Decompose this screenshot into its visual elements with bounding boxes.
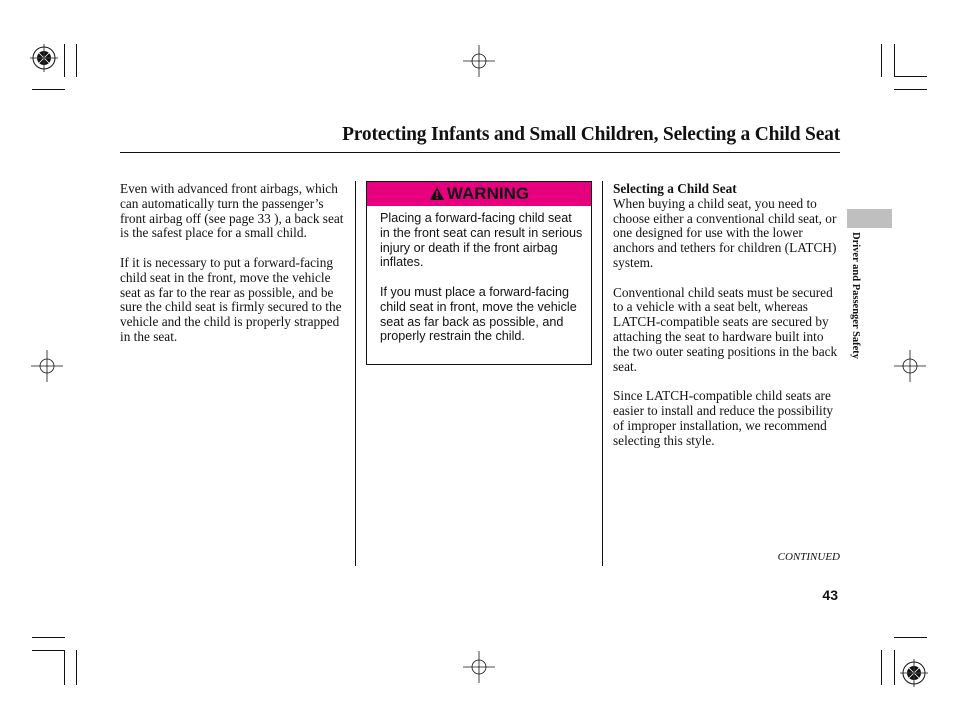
page-number: 43	[822, 587, 838, 603]
right-paragraph: Conventional child seats must be secured to a vehicle with a seat belt, whereas LATCH-compatible seats are secured by attaching the seat to hardware built into the two outer seating positions in the back seat.	[613, 284, 838, 374]
warning-header	[367, 182, 591, 206]
warning-triangle-icon	[429, 186, 445, 201]
crosshair-icon	[463, 45, 495, 77]
column-divider	[355, 181, 356, 566]
registration-target-icon	[900, 659, 928, 687]
title-rule	[120, 152, 840, 153]
right-paragraph: When buying a child seat, you need to choose either a conventional child seat, or one designed for use with the lower anchors and tethers for children (LATCH) system.	[613, 195, 837, 270]
section-heading: Selecting a Child Seat	[613, 181, 737, 196]
left-paragraph: If it is necessary to put a forward-facing child seat in the front, move the vehicle seat as far to the rear as possible, and be sure the child seat is firmly secured to the vehicle and the child is properly strapped in the seat.	[120, 254, 342, 344]
left-column	[120, 182, 350, 360]
left-paragraph: Even with advanced front airbags, which can automatically turn the passenger’s front airbag off (see page 33 ), a back seat is the safest place for a small child.	[120, 181, 344, 241]
crosshair-icon	[31, 350, 63, 382]
continued-label: CONTINUED	[777, 551, 840, 563]
warning-body	[380, 211, 585, 359]
crosshair-icon	[463, 651, 495, 683]
registration-target-icon	[30, 44, 58, 72]
section-tab-label: Driver and Passenger Safety	[850, 232, 861, 360]
warning-paragraph: If you must place a forward-facing child seat in front, move the vehicle seat as far back as possible, and properly restrain the child.	[380, 284, 577, 344]
column-divider	[602, 181, 603, 566]
section-tab	[847, 209, 892, 228]
right-paragraph: Since LATCH-compatible child seats are easier to install and reduce the possibility of improper installation, we recommend selecting this style.	[613, 388, 834, 448]
crosshair-icon	[894, 350, 926, 382]
warning-paragraph: Placing a forward-facing child seat in the front seat can result in serious injury or death if the front airbag inflates.	[380, 211, 583, 270]
right-column	[613, 182, 839, 463]
warning-box	[366, 181, 592, 365]
warning-heading: WARNING	[446, 184, 530, 203]
page-title: Protecting Infants and Small Children, Selecting a Child Seat	[342, 124, 840, 145]
